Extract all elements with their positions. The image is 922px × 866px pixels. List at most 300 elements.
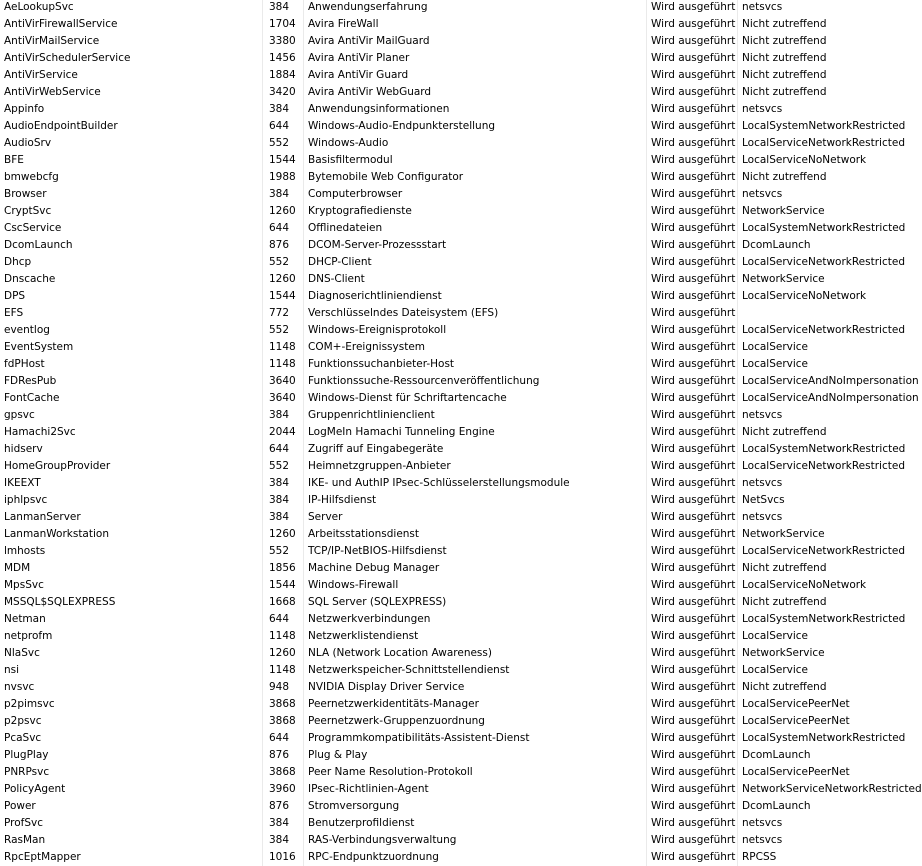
service-status-cell: Wird ausgeführt [647, 373, 738, 390]
service-status-cell: Wird ausgeführt [647, 152, 738, 169]
service-description-cell: Peernetzwerk-Gruppenzuordnung [304, 713, 647, 730]
service-group-cell: netsvcs [742, 834, 783, 846]
service-group-cell: netsvcs [742, 188, 783, 200]
service-description-cell: TCP/IP-NetBIOS-Hilfsdienst [304, 543, 647, 560]
service-description-cell: IP-Hilfsdienst [304, 492, 647, 509]
service-name-cell: EventSystem [0, 339, 263, 356]
service-row[interactable] [0, 849, 922, 866]
service-name-cell: hidserv [0, 441, 263, 458]
service-description-cell: Windows-Firewall [304, 577, 647, 594]
service-group-cell: DcomLaunch [742, 239, 811, 251]
service-status-cell: Wird ausgeführt [647, 577, 738, 594]
service-description-cell: Avira AntiVir Planer [304, 50, 647, 67]
service-pid-cell: 384 [263, 0, 304, 16]
service-status-cell: Wird ausgeführt [647, 0, 738, 16]
service-row[interactable] [0, 339, 922, 356]
service-pid-cell: 2044 [263, 424, 304, 441]
service-description-cell: Kryptografiedienste [304, 203, 647, 220]
service-row[interactable] [0, 390, 922, 407]
service-pid-cell: 644 [263, 730, 304, 747]
service-status-cell: Wird ausgeführt [647, 628, 738, 645]
service-description-cell: Heimnetzgruppen-Anbieter [304, 458, 647, 475]
service-description-cell: Windows-Audio [304, 135, 647, 152]
service-row[interactable] [0, 220, 922, 237]
service-status-cell: Wird ausgeführt [647, 424, 738, 441]
service-name-cell: FDResPub [0, 373, 263, 390]
service-pid-cell: 1260 [263, 203, 304, 220]
service-row[interactable] [0, 458, 922, 475]
service-description-cell: Verschlüsselndes Dateisystem (EFS) [304, 305, 647, 322]
service-group-cell: Nicht zutreffend [742, 562, 827, 574]
service-name-cell: CryptSvc [0, 203, 263, 220]
service-row[interactable] [0, 237, 922, 254]
service-description-cell: Diagnoserichtliniendienst [304, 288, 647, 305]
service-group-cell: LocalServiceNoNetwork [742, 290, 867, 302]
service-pid-cell: 3868 [263, 764, 304, 781]
service-row[interactable] [0, 560, 922, 577]
service-name-cell: bmwebcfg [0, 169, 263, 186]
service-group-cell: NetworkService [742, 205, 825, 217]
service-name-cell: DPS [0, 288, 263, 305]
service-row[interactable] [0, 730, 922, 747]
service-group-cell: NetSvcs [742, 494, 785, 506]
service-description-cell: Netzwerkverbindungen [304, 611, 647, 628]
service-row[interactable] [0, 84, 922, 101]
service-pid-cell: 552 [263, 135, 304, 152]
service-name-cell: Power [0, 798, 263, 815]
service-name-cell: PlugPlay [0, 747, 263, 764]
service-group-cell: netsvcs [742, 511, 783, 523]
service-pid-cell: 1544 [263, 288, 304, 305]
service-status-cell: Wird ausgeführt [647, 441, 738, 458]
service-description-cell: Netzwerklistendienst [304, 628, 647, 645]
service-group-cell: DcomLaunch [742, 800, 811, 812]
service-group-cell: LocalServiceNetworkRestricted [742, 137, 905, 149]
service-name-cell: AudioSrv [0, 135, 263, 152]
service-status-cell: Wird ausgeführt [647, 543, 738, 560]
service-pid-cell: 384 [263, 186, 304, 203]
service-row[interactable] [0, 509, 922, 526]
service-group-cell: LocalServiceNetworkRestricted [742, 256, 905, 268]
service-status-cell: Wird ausgeführt [647, 101, 738, 118]
service-status-cell: Wird ausgeführt [647, 849, 738, 866]
service-pid-cell: 1260 [263, 526, 304, 543]
service-status-cell: Wird ausgeführt [647, 135, 738, 152]
service-status-cell: Wird ausgeführt [647, 696, 738, 713]
service-description-cell: DNS-Client [304, 271, 647, 288]
service-status-cell: Wird ausgeführt [647, 339, 738, 356]
service-name-cell: MpsSvc [0, 577, 263, 594]
service-pid-cell: 384 [263, 101, 304, 118]
service-name-cell: iphlpsvc [0, 492, 263, 509]
service-row[interactable] [0, 832, 922, 849]
service-row[interactable] [0, 101, 922, 118]
service-group-cell: netsvcs [742, 103, 783, 115]
service-status-cell: Wird ausgeführt [647, 237, 738, 254]
service-row[interactable] [0, 305, 922, 322]
service-row[interactable] [0, 543, 922, 560]
service-status-cell: Wird ausgeführt [647, 662, 738, 679]
service-description-cell: Avira FireWall [304, 16, 647, 33]
service-description-cell: Windows-Dienst für Schriftartencache [304, 390, 647, 407]
service-name-cell: Browser [0, 186, 263, 203]
service-status-cell: Wird ausgeführt [647, 254, 738, 271]
service-row[interactable] [0, 152, 922, 169]
service-description-cell: SQL Server (SQLEXPRESS) [304, 594, 647, 611]
service-row[interactable] [0, 662, 922, 679]
service-status-cell: Wird ausgeführt [647, 832, 738, 849]
service-pid-cell: 644 [263, 441, 304, 458]
service-status-cell: Wird ausgeführt [647, 220, 738, 237]
service-pid-cell: 644 [263, 220, 304, 237]
service-name-cell: IKEEXT [0, 475, 263, 492]
service-row[interactable] [0, 611, 922, 628]
service-row[interactable] [0, 169, 922, 186]
service-status-cell: Wird ausgeführt [647, 271, 738, 288]
service-row[interactable] [0, 747, 922, 764]
service-row[interactable] [0, 713, 922, 730]
service-name-cell: NlaSvc [0, 645, 263, 662]
service-row[interactable] [0, 271, 922, 288]
service-pid-cell: 384 [263, 475, 304, 492]
service-status-cell: Wird ausgeführt [647, 815, 738, 832]
service-name-cell: p2psvc [0, 713, 263, 730]
service-row[interactable] [0, 373, 922, 390]
service-name-cell: Dnscache [0, 271, 263, 288]
service-group-cell: LocalServiceNoNetwork [742, 154, 867, 166]
service-name-cell: netprofm [0, 628, 263, 645]
service-name-cell: CscService [0, 220, 263, 237]
service-group-cell: LocalServiceAndNoImpersonation [742, 392, 919, 404]
service-row[interactable] [0, 441, 922, 458]
service-name-cell: AudioEndpointBuilder [0, 118, 263, 135]
service-pid-cell: 552 [263, 322, 304, 339]
service-row[interactable] [0, 118, 922, 135]
service-pid-cell: 1260 [263, 645, 304, 662]
service-name-cell: DcomLaunch [0, 237, 263, 254]
service-row[interactable] [0, 781, 922, 798]
service-group-cell: NetworkService [742, 273, 825, 285]
service-group-cell: Nicht zutreffend [742, 86, 827, 98]
service-group-cell: LocalSystemNetworkRestricted [742, 120, 906, 132]
service-pid-cell: 1260 [263, 271, 304, 288]
service-group-cell: LocalService [742, 630, 809, 642]
service-description-cell: Peernetzwerkidentitäts-Manager [304, 696, 647, 713]
service-description-cell: Netzwerkspeicher-Schnittstellendienst [304, 662, 647, 679]
service-group-cell: Nicht zutreffend [742, 18, 827, 30]
service-description-cell: Gruppenrichtlinienclient [304, 407, 647, 424]
service-description-cell: IPsec-Richtlinien-Agent [304, 781, 647, 798]
service-status-cell: Wird ausgeführt [647, 560, 738, 577]
service-row[interactable] [0, 492, 922, 509]
service-pid-cell: 552 [263, 458, 304, 475]
service-description-cell: RAS-Verbindungsverwaltung [304, 832, 647, 849]
service-pid-cell: 384 [263, 832, 304, 849]
service-group-cell: LocalSystemNetworkRestricted [742, 613, 906, 625]
service-pid-cell: 3380 [263, 33, 304, 50]
service-name-cell: PcaSvc [0, 730, 263, 747]
service-row[interactable] [0, 254, 922, 271]
service-description-cell: Bytemobile Web Configurator [304, 169, 647, 186]
service-pid-cell: 1884 [263, 67, 304, 84]
service-group-cell: NetworkService [742, 528, 825, 540]
service-description-cell: Stromversorgung [304, 798, 647, 815]
service-pid-cell: 876 [263, 237, 304, 254]
service-pid-cell: 3868 [263, 696, 304, 713]
service-group-cell: LocalSystemNetworkRestricted [742, 732, 906, 744]
service-pid-cell: 384 [263, 492, 304, 509]
service-group-cell: NetworkServiceNetworkRestricted [742, 783, 922, 795]
service-pid-cell: 876 [263, 747, 304, 764]
service-description-cell: LogMeIn Hamachi Tunneling Engine [304, 424, 647, 441]
service-group-cell: LocalServiceNoNetwork [742, 579, 867, 591]
service-group-cell: LocalServicePeerNet [742, 766, 850, 778]
service-name-cell: PolicyAgent [0, 781, 263, 798]
service-group-cell: LocalSystemNetworkRestricted [742, 222, 906, 234]
service-status-cell: Wird ausgeführt [647, 492, 738, 509]
service-name-cell: RpcEptMapper [0, 849, 263, 866]
service-description-cell: IKE- und AuthIP IPsec-Schlüsselerstellungsmodule [304, 475, 647, 492]
service-group-cell: LocalService [742, 358, 809, 370]
service-pid-cell: 1704 [263, 16, 304, 33]
service-row[interactable] [0, 815, 922, 832]
service-group-cell: Nicht zutreffend [742, 69, 827, 81]
service-row[interactable] [0, 798, 922, 815]
service-description-cell: COM+-Ereignissystem [304, 339, 647, 356]
service-status-cell: Wird ausgeführt [647, 645, 738, 662]
service-group-cell: LocalServiceAndNoImpersonation [742, 375, 919, 387]
service-status-cell: Wird ausgeführt [647, 288, 738, 305]
service-pid-cell: 384 [263, 509, 304, 526]
service-row[interactable] [0, 679, 922, 696]
service-description-cell: NVIDIA Display Driver Service [304, 679, 647, 696]
service-pid-cell: 1148 [263, 356, 304, 373]
service-pid-cell: 3420 [263, 84, 304, 101]
service-name-cell: nvsvc [0, 679, 263, 696]
service-row[interactable] [0, 696, 922, 713]
service-status-cell: Wird ausgeführt [647, 50, 738, 67]
service-description-cell: RPC-Endpunktzuordnung [304, 849, 647, 866]
service-name-cell: gpsvc [0, 407, 263, 424]
service-name-cell: HomeGroupProvider [0, 458, 263, 475]
service-pid-cell: 552 [263, 254, 304, 271]
service-description-cell: Plug & Play [304, 747, 647, 764]
service-description-cell: DCOM-Server-Prozessstart [304, 237, 647, 254]
service-group-cell: netsvcs [742, 817, 783, 829]
service-name-cell: Appinfo [0, 101, 263, 118]
service-status-cell: Wird ausgeführt [647, 16, 738, 33]
service-name-cell: Dhcp [0, 254, 263, 271]
service-name-cell: ProfSvc [0, 815, 263, 832]
service-status-cell: Wird ausgeführt [647, 305, 738, 322]
service-group-cell: NetworkService [742, 647, 825, 659]
service-group-cell: Nicht zutreffend [742, 596, 827, 608]
service-group-cell: LocalService [742, 341, 809, 353]
service-name-cell: EFS [0, 305, 263, 322]
service-pid-cell: 1856 [263, 560, 304, 577]
service-row[interactable] [0, 356, 922, 373]
service-status-cell: Wird ausgeführt [647, 713, 738, 730]
service-group-cell: LocalServicePeerNet [742, 715, 850, 727]
service-group-cell: LocalService [742, 664, 809, 676]
service-group-cell: LocalSystemNetworkRestricted [742, 443, 906, 455]
service-row[interactable] [0, 645, 922, 662]
service-pid-cell: 3640 [263, 373, 304, 390]
service-description-cell: Basisfiltermodul [304, 152, 647, 169]
service-status-cell: Wird ausgeführt [647, 390, 738, 407]
service-pid-cell: 384 [263, 815, 304, 832]
service-name-cell: fdPHost [0, 356, 263, 373]
service-pid-cell: 3960 [263, 781, 304, 798]
service-pid-cell: 1148 [263, 339, 304, 356]
service-status-cell: Wird ausgeführt [647, 356, 738, 373]
service-row[interactable] [0, 33, 922, 50]
service-status-cell: Wird ausgeführt [647, 203, 738, 220]
service-name-cell: AntiVirFirewallService [0, 16, 263, 33]
service-description-cell: Funktionssuche-Ressourcenveröffentlichung [304, 373, 647, 390]
service-group-cell: netsvcs [742, 1, 783, 13]
service-group-cell [738, 305, 922, 322]
service-status-cell: Wird ausgeführt [647, 475, 738, 492]
service-group-cell: LocalServiceNetworkRestricted [742, 460, 905, 472]
service-group-cell: Nicht zutreffend [742, 681, 827, 693]
service-status-cell: Wird ausgeführt [647, 186, 738, 203]
service-description-cell: Windows-Audio-Endpunkterstellung [304, 118, 647, 135]
service-name-cell: MDM [0, 560, 263, 577]
service-row[interactable] [0, 16, 922, 33]
service-pid-cell: 1456 [263, 50, 304, 67]
service-description-cell: Funktionssuchanbieter-Host [304, 356, 647, 373]
service-pid-cell: 1544 [263, 577, 304, 594]
service-group-cell: netsvcs [742, 477, 783, 489]
service-row[interactable] [0, 50, 922, 67]
service-status-cell: Wird ausgeführt [647, 747, 738, 764]
service-description-cell: Peer Name Resolution-Protokoll [304, 764, 647, 781]
service-description-cell: Zugriff auf Eingabegeräte [304, 441, 647, 458]
service-name-cell: RasMan [0, 832, 263, 849]
service-pid-cell: 772 [263, 305, 304, 322]
service-row[interactable] [0, 475, 922, 492]
service-name-cell: AeLookupSvc [0, 0, 263, 16]
service-description-cell: Windows-Ereignisprotokoll [304, 322, 647, 339]
service-description-cell: Anwendungsinformationen [304, 101, 647, 118]
service-row[interactable] [0, 322, 922, 339]
service-group-cell: netsvcs [742, 409, 783, 421]
service-row[interactable] [0, 628, 922, 645]
service-name-cell: AntiVirWebService [0, 84, 263, 101]
service-description-cell: Machine Debug Manager [304, 560, 647, 577]
service-name-cell: MSSQL$SQLEXPRESS [0, 594, 263, 611]
service-name-cell: Netman [0, 611, 263, 628]
service-name-cell: Hamachi2Svc [0, 424, 263, 441]
service-name-cell: LanmanServer [0, 509, 263, 526]
service-group-cell: DcomLaunch [742, 749, 811, 761]
service-description-cell: Arbeitsstationsdienst [304, 526, 647, 543]
service-row[interactable] [0, 407, 922, 424]
service-status-cell: Wird ausgeführt [647, 730, 738, 747]
service-description-cell: Benutzerprofildienst [304, 815, 647, 832]
service-status-cell: Wird ausgeführt [647, 798, 738, 815]
service-status-cell: Wird ausgeführt [647, 781, 738, 798]
service-status-cell: Wird ausgeführt [647, 322, 738, 339]
service-description-cell: Server [304, 509, 647, 526]
service-pid-cell: 948 [263, 679, 304, 696]
service-pid-cell: 3868 [263, 713, 304, 730]
service-pid-cell: 644 [263, 611, 304, 628]
service-status-cell: Wird ausgeführt [647, 169, 738, 186]
service-pid-cell: 644 [263, 118, 304, 135]
service-pid-cell: 1544 [263, 152, 304, 169]
service-row[interactable] [0, 288, 922, 305]
service-pid-cell: 1988 [263, 169, 304, 186]
service-group-cell: Nicht zutreffend [742, 35, 827, 47]
service-name-cell: AntiVirSchedulerService [0, 50, 263, 67]
service-group-cell: Nicht zutreffend [742, 171, 827, 183]
service-status-cell: Wird ausgeführt [647, 458, 738, 475]
service-group-cell: LocalServiceNetworkRestricted [742, 545, 905, 557]
service-status-cell: Wird ausgeführt [647, 407, 738, 424]
service-row[interactable] [0, 0, 922, 16]
service-group-cell: Nicht zutreffend [742, 426, 827, 438]
service-status-cell: Wird ausgeführt [647, 118, 738, 135]
service-name-cell: lmhosts [0, 543, 263, 560]
service-status-cell: Wird ausgeführt [647, 679, 738, 696]
service-row[interactable] [0, 764, 922, 781]
service-description-cell: Anwendungserfahrung [304, 0, 647, 16]
service-status-cell: Wird ausgeführt [647, 611, 738, 628]
service-row[interactable] [0, 424, 922, 441]
service-description-cell: Computerbrowser [304, 186, 647, 203]
service-row[interactable] [0, 594, 922, 611]
service-status-cell: Wird ausgeführt [647, 84, 738, 101]
service-name-cell: FontCache [0, 390, 263, 407]
service-row[interactable] [0, 67, 922, 84]
service-row[interactable] [0, 526, 922, 543]
service-name-cell: nsi [0, 662, 263, 679]
service-description-cell: Avira AntiVir WebGuard [304, 84, 647, 101]
service-pid-cell: 3640 [263, 390, 304, 407]
service-status-cell: Wird ausgeführt [647, 594, 738, 611]
service-pid-cell: 876 [263, 798, 304, 815]
service-status-cell: Wird ausgeführt [647, 764, 738, 781]
service-description-cell: Programmkompatibilitäts-Assistent-Dienst [304, 730, 647, 747]
service-pid-cell: 552 [263, 543, 304, 560]
service-description-cell: Avira AntiVir Guard [304, 67, 647, 84]
service-status-cell: Wird ausgeführt [647, 526, 738, 543]
service-name-cell: LanmanWorkstation [0, 526, 263, 543]
service-status-cell: Wird ausgeführt [647, 509, 738, 526]
service-pid-cell: 1016 [263, 849, 304, 866]
service-group-cell: LocalServiceNetworkRestricted [742, 324, 905, 336]
service-row[interactable] [0, 186, 922, 203]
service-pid-cell: 1148 [263, 662, 304, 679]
service-name-cell: AntiVirMailService [0, 33, 263, 50]
service-name-cell: AntiVirService [0, 67, 263, 84]
service-status-cell: Wird ausgeführt [647, 33, 738, 50]
service-group-cell: RPCSS [742, 851, 777, 863]
service-name-cell: PNRPsvc [0, 764, 263, 781]
service-description-cell: DHCP-Client [304, 254, 647, 271]
service-group-cell: Nicht zutreffend [742, 52, 827, 64]
service-description-cell: Avira AntiVir MailGuard [304, 33, 647, 50]
service-description-cell: NLA (Network Location Awareness) [304, 645, 647, 662]
service-row[interactable] [0, 135, 922, 152]
service-pid-cell: 384 [263, 407, 304, 424]
service-description-cell: Offlinedateien [304, 220, 647, 237]
service-pid-cell: 1668 [263, 594, 304, 611]
service-row[interactable] [0, 577, 922, 594]
service-row[interactable] [0, 203, 922, 220]
